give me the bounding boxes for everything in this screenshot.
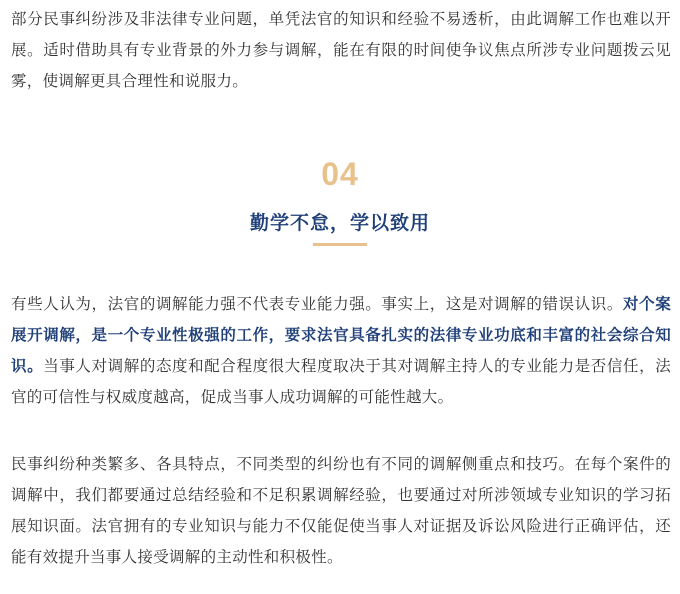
section-title: 勤学不怠，学以致用 [249, 212, 430, 234]
intro-paragraph: 部分民事纠纷涉及非法律专业问题，单凭法官的知识和经验不易透析，由此调解工作也难以开展。适时借助具有专业背景的外力参与调解，能在有限的时间使争议焦点所涉专业问题拨云见雾，使调解更具合理性和说服力。 [11, 10, 671, 90]
paragraph-knowledge-expansion: 民事纠纷种类繁多、各具特点，不同类型的纠纷也有不同的调解侧重点和技巧。在每个案件的调解中，我们都要通过总结经验和不足积累调解经验，也要通过对所涉领域专业知识的学习拓展知识面。法官拥有的专业知识与能力不仅能促使当事人对证据及诉讼风险进行正确评估，还能有效提升当事人接受调解的主动性和积极性。 [11, 455, 671, 566]
paragraph-lead-text: 有些人认为，法官的调解能力强不代表专业能力强。事实上，这是对调解的错误认识。 [11, 295, 623, 313]
section-number: 04 [321, 156, 359, 192]
paragraph-professional-ability [11, 289, 671, 413]
section-title-underline [313, 243, 367, 246]
paragraph-emphasis-text: 对个案展开调解，是一个专业性极强的工作，要求法官具备扎实的法律专业功底和丰富的社会综合知识。 [11, 295, 671, 375]
paragraph-tail-text: 当事人对调解的态度和配合程度很大程度取决于其对调解主持人的专业能力是否信任，法官的可信性与权威度越高，促成当事人成功调解的可能性越大。 [11, 357, 671, 406]
